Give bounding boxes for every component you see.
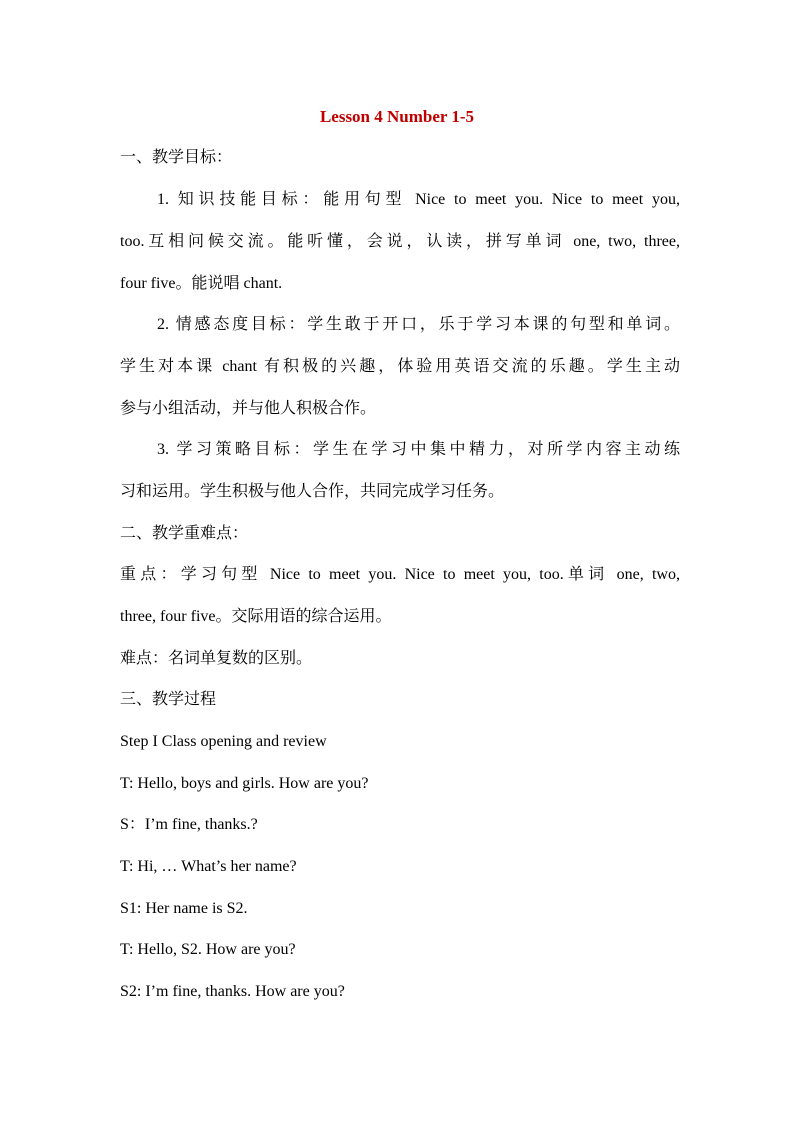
section-heading-process: 三、教学过程 — [120, 691, 217, 708]
objective-3-line-1: 3. 学习策略目标：学生在学习中集中精力，对所学内容主动练 — [157, 441, 680, 458]
process-line: Step I Class opening and review — [120, 733, 327, 750]
document-title: Lesson 4 Number 1-5 — [319, 107, 475, 126]
section-heading-objectives: 一、教学目标： — [120, 149, 233, 166]
objective-2-line-2: 学生对本课 chant 有积极的兴趣，体验用英语交流的乐趣。学生主动 — [120, 358, 680, 375]
process-line: T: Hello, boys and girls. How are you? — [120, 775, 369, 792]
process-line: S：I’m fine, thanks.? — [120, 816, 258, 833]
objective-1-line-1: 1. 知识技能目标：能用句型 Nice to meet you. Nice to meet you, — [157, 191, 680, 208]
objective-2-line-1: 2. 情感态度目标：学生敢于开口，乐于学习本课的句型和单词。 — [157, 316, 680, 333]
section-heading-key-points: 二、教学重难点： — [120, 525, 249, 542]
process-line: T: Hi, … What’s her name? — [120, 858, 297, 875]
process-line: T: Hello, S2. How are you? — [120, 941, 296, 958]
key-point-line-1: 重点：学习句型 Nice to meet you. Nice to meet you, too.单词 one, two, — [120, 566, 680, 583]
objective-1-line-3: four five。能说唱 chant. — [120, 275, 283, 292]
objective-3-line-2: 习和运用。学生积极与他人合作，共同完成学习任务。 — [120, 483, 505, 500]
process-line: S1: Her name is S2. — [120, 900, 248, 917]
key-point-line-2: three, four five。交际用语的综合运用。 — [120, 608, 392, 625]
objective-1-line-2: too.互相问候交流。能听懂，会说，认读，拼写单词 one, two, three, — [120, 233, 680, 250]
difficulty-point: 难点：名词单复数的区别。 — [120, 650, 313, 667]
process-line: S2: I’m fine, thanks. How are you? — [120, 983, 345, 1000]
objective-2-line-3: 参与小组活动，并与他人积极合作。 — [120, 400, 377, 417]
